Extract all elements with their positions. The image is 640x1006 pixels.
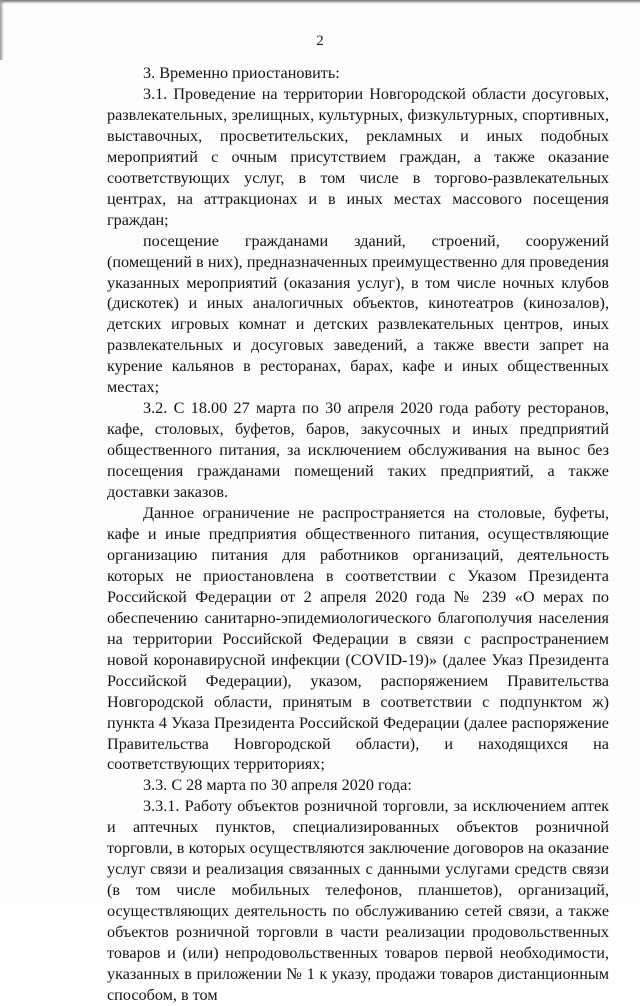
scan-top-edge [0, 0, 640, 4]
paragraph-3-3: 3.3. С 28 марта по 30 апреля 2020 года: [143, 776, 412, 795]
paragraph-3-1-continued: посещение гражданами зданий, строений, сооружений (помещений в них), предназначенных преимущественно для проведения указанных мероприятий (оказания услуг), в том числе ночных клубов (дискотек) и иных аналогичных объектов, кинотеатров (кинозалов), детских игровых комнат и детских развлекательных центров, иных развлекательных и досуговых заведений, а также ввести запрет на курение кальянов в ресторанах, барах, кафе и иных общественных местах; [107, 231, 609, 397]
document-body [107, 63, 609, 1006]
paragraph-3-2: 3.2. С 18.00 27 марта по 30 апреля 2020 года работу ресторанов, кафе, столовых, буфетов, баров, закусочных и иных предприятий общественного питания, за исключением обслуживания на вынос без посещения гражданами помещений таких предприятий, а также доставки заказов. [107, 399, 609, 502]
scan-left-edge [0, 0, 4, 60]
page-number: 2 [316, 33, 324, 49]
paragraph-3-2-exception: Данное ограничение не распространяется на столовые, буфеты, кафе и иные предприятия общественного питания, осуществляющие организацию питания для работников организаций, деятельность которых не приостановлена в соответствии с Указом Президента Российской Федерации от 2 апреля 2020 года № 239 «О мерах по обеспечению санитарно-эпидемиологического благополучия населения на территории Российской Федерации в связи с распространением новой коронавирусной инфекции (COVID-19)» (далее Указ Президента Российской Федерации), указом, распоряжением Правительства Новгородской области, принятым в соответствии с подпунктом ж) пункта 4 Указа Президента Российской Федерации (далее распоряжение Правительства Новгородской области), и находящихся на соответствующих территориях; [107, 504, 609, 774]
paragraph-3-3-1: 3.3.1. Работу объектов розничной торговли, за исключением аптек и аптечных пунктов, специализированных объектов розничной торговли, в которых осуществляются заключение договоров на оказание услуг связи и реализация связанных с данными услугами средств связи (в том числе мобильных телефонов, планшетов), организаций, осуществляющих деятельность по обслуживанию сетей связи, а также объектов розничной торговли в части реализации продовольственных товаров и (или) непродовольственных товаров первой необходимости, указанных в приложении № 1 к указу, продажи товаров дистанционным способом, в том [107, 797, 609, 1004]
paragraph-3-1: 3.1. Проведение на территории Новгородской области досуговых, развлекательных, зрелищных, культурных, физкультурных, спортивных, выставочных, просветительских, рекламных и иных подобных мероприятий с очным присутствием граждан, а также оказание соответствующих услуг, в том числе в торгово-развлекательных центрах, на аттракционах и в иных местах массового посещения граждан; [107, 84, 609, 229]
paragraph-3-heading: 3. Временно приостановить: [143, 64, 340, 82]
